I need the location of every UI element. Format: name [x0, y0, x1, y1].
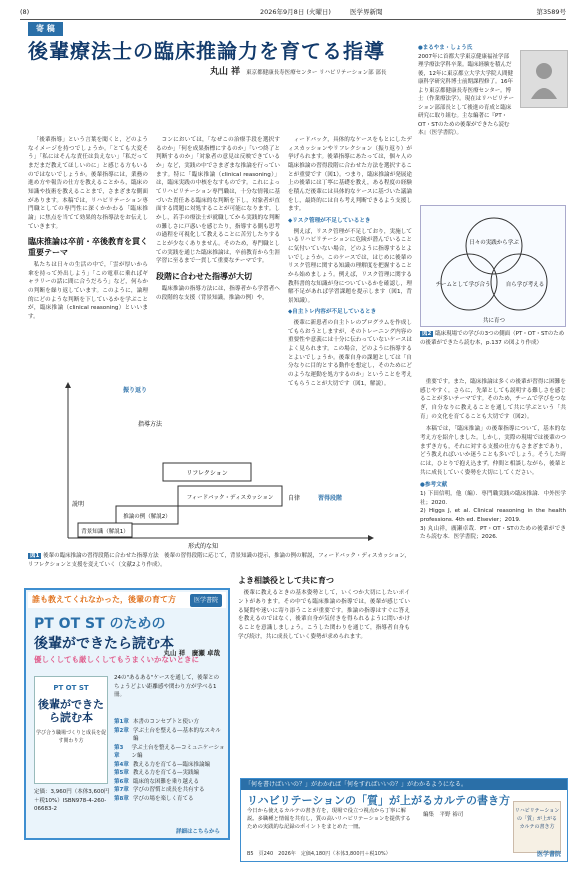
fig1-caption-label: 図1 [30, 553, 40, 559]
right-text-2: 本稿では，「臨床推論」の後輩指導について，基本的な考え方を紹介しました。しかし，実際の現場では後輩のつまずき方も，それに対する支援の仕方もさまざまであり，どう教えればいいか迷うことも多いでしょう。そうした時には，ひとりで抱え込まず，仲間と相談しながら，後輩と共に成長していく姿勢を大切にしてください。 [420, 426, 566, 476]
toc-item: 第5章 教える力を育てる—実践編 [114, 770, 200, 777]
fig1-top-label: 振り返り [123, 387, 148, 394]
ad-description: 24の"あるある"ケースを通して，後輩とのちょうどよい距離感や関わり方が学べる1冊。 [114, 675, 220, 699]
toc-item: 第4章 教える力を育てる—臨床推論編 [114, 761, 211, 768]
fig2-right-label: 自ら学び考える [505, 282, 545, 288]
book-ad-2[interactable] [240, 778, 568, 862]
toc-item: 第7章 学びの習慣と成長を共有する [114, 787, 205, 794]
ad2-editor: 編集 平野 裕司 [423, 812, 464, 818]
ad-book-title: 後輩ができたら読む本 [34, 636, 174, 652]
article-tag: 寄 稿 [28, 22, 63, 36]
figure-2-caption [420, 330, 566, 347]
fig1-box-reflection: リフレクション [186, 470, 228, 477]
article-title: 後輩療法士の臨床推論力を育てる指導 [28, 39, 385, 63]
page-header [20, 6, 566, 20]
bio-name: ●まるやま・しょう氏 [418, 45, 473, 51]
section-2-text: 臨床推論の指導方法には，指導者から学習者への段階的な支援（背景知識，推論の例）や， [156, 286, 280, 301]
toc-item: 第8章 学びの場を楽しく育てる [114, 795, 194, 802]
figure-1-diagram [28, 378, 410, 550]
references-heading: ●参考文献 [420, 482, 448, 489]
references [420, 481, 566, 542]
ad2-description: 今日から使えるカルテの書き方を，現場で役立つ視点から丁寧に解説。多職種と情報を共有し，質の高いリハビリテーションを提供するための実践的な記録のポイントをまとめた一冊。 [247, 808, 411, 831]
reference-item: 3) 丸山祥，廣瀬卓哉．PT・OT・STのための後輩ができたら読む本．医学書院；2026． [420, 525, 566, 541]
section-heading-2: 段階に合わせた指導が大切 [156, 271, 252, 281]
fig1-x-axis-label: 自律 [288, 495, 301, 502]
figure-2-diagram [420, 205, 566, 327]
bio-text: 2007年に首都大学東京健康福祉学部理学療法学科卒業。臨床経験を積んだ後，12年に東京都立大学大学院人間健康科学研究科博士前期課程修了。16年より東京都健康長寿医療センター。博士（作業療法学）。現在はリハビリテーション部部長として後進の育成と臨床研究に取り組む。主な編著に『PT・OT・STのための後輩ができたら読む本』（医学書院）。 [418, 53, 514, 137]
paper-name: 医学界新聞 [350, 8, 383, 17]
toc-item: 第2章 学ぶ土台を整える—基本的なスキル編 [114, 727, 221, 743]
issue-date: 2026年9月8日 (火曜日) [260, 8, 331, 17]
fig1-box-example: 推論の例（解説2） [123, 514, 171, 520]
subheading-training: ◆自主トレ内容が不足しているとき [288, 309, 377, 316]
ad-subtitle: 優しくしても厳しくしてもうまくいかないときに [34, 655, 199, 664]
intro-paragraph: 「後輩指導」という言葉を聞くと，どのようなイメージを持つでしょうか。「とても大変そう」「私にはそんな責任は負えない」「私だってまだまだ教えてほしいのに」と感じる方もいるのではないでしょうか。後輩指導には，業務の進め方や報告の仕方を教えることから，臨床の知識や技術を教えることまで，さまざまな側面があります。本稿では，リハビリテーション専門職としての専門性に深くかかわる「臨床推論」に焦点を当てて効果的な指導法をお伝えしていきます。 [28, 137, 148, 230]
figure-1-caption [28, 552, 410, 569]
author-line [210, 66, 415, 80]
ad2-footer: B5 頁240 2026年 定価4,180円（本体3,800円＋税10%） [247, 851, 391, 858]
ad-more-link[interactable]: 詳細はこちらから [175, 829, 220, 835]
fig2-caption-label: 図2 [422, 331, 432, 337]
ad2-title: リハビリテーションの「質」が上がるカルテの書き方 [247, 794, 511, 808]
article-column-2 [156, 136, 280, 376]
training-text: 後輩に新患者の自主トレのプログラムを作成してもらおうとしますが，そのトレーニング内容の重要性や意義には十分に伝わっていないケースはよく見られます。この場合，どのように指導するとよいでしょうか。後輩自身の課題としては「自分なりに目的とする動作を想定し，そのためにどのような運動を処方するのか」ということを考えてもらうことが大切です（図1，解説）。 [288, 320, 412, 387]
fig1-y-axis-label: 指導方法 [138, 421, 163, 428]
toc-item: 第1章 本書のコンセプトと使い方 [114, 719, 200, 725]
cover-series: PT OT ST [53, 684, 89, 692]
ad2-publisher: 医学書院 [536, 850, 561, 858]
fig1-left-label: 説明 [72, 501, 85, 508]
fig2-caption-text: 臨床現場での学びの3つの側面（PT・OT・STのための後輩ができたら読む本，p.137 の図より作成） [420, 331, 565, 346]
fig1-box-feedback: フィードバック・ディスカッション [186, 495, 274, 501]
fig1-right-label: 習得段階 [318, 495, 343, 502]
article-column-1 [28, 136, 148, 376]
subheading-risk: ◆リスク管理が不足しているとき [288, 217, 371, 224]
ad-tagline: 誰も教えてくれなかった，後輩の育て方 [28, 592, 226, 608]
article-column-right [420, 378, 566, 798]
ad-price: 定価：3,960円（本体3,600円＋税10%）ISBN978-4-260-06683-2 [34, 789, 110, 813]
ad2-banner: 「何を書けばいいの？」がわかれば「何をすればいいの？」がわかるようになる。 [241, 779, 567, 790]
fig2-left-label: チームとして学び合う [435, 282, 491, 288]
author-affiliation: 東京都健康長寿医療センター リハビリテーション部 部長 [246, 70, 387, 76]
cover-title: 後輩ができたら読む本 [38, 697, 104, 725]
book-cover [34, 676, 108, 784]
author-name: 丸山 祥 [210, 67, 241, 77]
ad-authors: 丸山 祥 廣瀬 卓哉 [163, 649, 220, 657]
section-heading-1: 臨床推論は卒前・卒後教育を貫く重要テーマ [28, 237, 148, 257]
section-heading-mid: よき相談役として共に育つ [238, 576, 334, 585]
column-3-text: ィードバック，具体的なケースをもとにしたディスカッションやリフレクション（振り返り）が挙げられます。後輩指導にあたっては，個々人の臨床推論の習得段階に合わせた方法を選択することが重要です（図1）。つまり，臨床推論が発展途上の後輩には丁寧に基礎を教え，ある程度の経験を積んだ後輩には具体的なケースに基づいた議論をし，最終的には自ら考え判断できるよう支援します。 [288, 137, 412, 213]
fig2-center-label: 日々の実践から学ぶ [469, 240, 519, 246]
issue-number: 第3589号 [536, 8, 566, 17]
fig1-bottom-label: 形式的な知 [188, 543, 219, 550]
fig1-box-knowledge: 背景知識（解説1） [81, 529, 129, 535]
toc-item: 第3章 学ぶ土台を整える—コミュニケーション編 [114, 744, 225, 760]
cover-subtitle: 学び合う職場づくりと成長を促す関わり方 [35, 730, 106, 744]
ad-series: PT OT ST のための [34, 616, 166, 632]
ad2-cover: リハビリテーションの「質」が上がる カルテの書き方 [513, 801, 561, 853]
section-1-text: 私たちは日々の生活の中で，「雲が厚いから傘を持って外出しよう」「この電車に乗ればギャラリーの話に間に合うだろう」など，何らかの判断を繰り返しています。このように，論理的にどのような判断を下しているかを学ぶことが，臨床推論（clinical reasoning）といいます。 [28, 262, 148, 320]
fig1-caption-text: 後輩の臨床推論の習得段階に合わせた指導方法 後輩の習得段階に応じて，背景知識の提示，推論の例の解説，フィードバック・ディスカッション，リフレクションと支援を変えていく（文献2より作成）。 [28, 553, 410, 568]
author-bio [418, 44, 568, 204]
risk-text: 例えば，リスク管理が不足しており，実施しているリハビリテーションに危険が潜んでいることに気付いていない場合，どのように指導するとよいでしょうか。このケースでは，はじめに後輩のリスク管理に関する知識の理解度を把握することから始めましょう。例えば，リスク管理に関する教科書的な知識が身についているかを確認し，理解不足があれば学習課題を提示します（図1，背景知識）。 [288, 228, 412, 304]
page-number: (8) [20, 8, 30, 17]
ad-toc [114, 718, 226, 803]
mid-text: 後輩に教えるときの基本姿勢として，いくつか大切にしたいポイントがあります。その中でも臨床推論の指導では，後輩が感じている疑問や迷いに寄り添うことが重要です。推論の指導はすぐに答えを教えるのではなく，後輩自身が気付きを得られるように問いかけることを意識しましょう。こうした関わりを通じて，指導者自身も学び続け，共に成長していく姿勢が求められます。 [238, 590, 410, 640]
book-ad[interactable] [24, 588, 230, 840]
toc-item: 第6章 臨床的な困難を乗り越える [114, 778, 200, 785]
reference-item: 2) Higgs J, et al. Clinical reasoning in the health professions. 4th ed. Elsevier；2019. [420, 508, 566, 523]
fig2-bottom-label: 共に育つ [482, 318, 506, 324]
publisher-badge: 医学書院 [190, 594, 222, 607]
right-text-1: 重要です。また，臨床推論は多くの後輩が習得に困難を感じやすく，さらに，先輩としても説明する難しさを感じることが多いテーマです。そのため，チームで学びをつなぎ，自分なりに教えることを通して共に学ぶという「共育」の文化を育てることも大切です（図2）。 [420, 379, 566, 420]
reference-item: 1) 下田信明，他（編）．専門職実践の臨床推論．中外医学社；2020． [420, 490, 566, 506]
column-2-text: コンにおいては，「なぜこの治療手段を選択するのか」「何を成果指標にするのか」「いつ終了と判断するのか」「対象者の意見は反映できているか」など，実践の中でさまざまな推論を行っています。特に「臨床推論（clinical reasoning）」は，臨床実践の中核をなすものです。これによってリハビリテーション専門職は，十分な情報に基づいた責任ある臨床的な判断を下し，対象者が直面する問題に対処することが可能になります。しかし，若手の療法士が就職してから実践的な判断の難しさに戸惑いを感じたり，指導する側も思考の過程を可視化して教えることに苦労したりすることが少なくありません。そのため，専門職としての実践を通じた臨床推論は，卒前教育から生涯学習に至るまで一貫して重要なテーマです。 [156, 137, 280, 265]
